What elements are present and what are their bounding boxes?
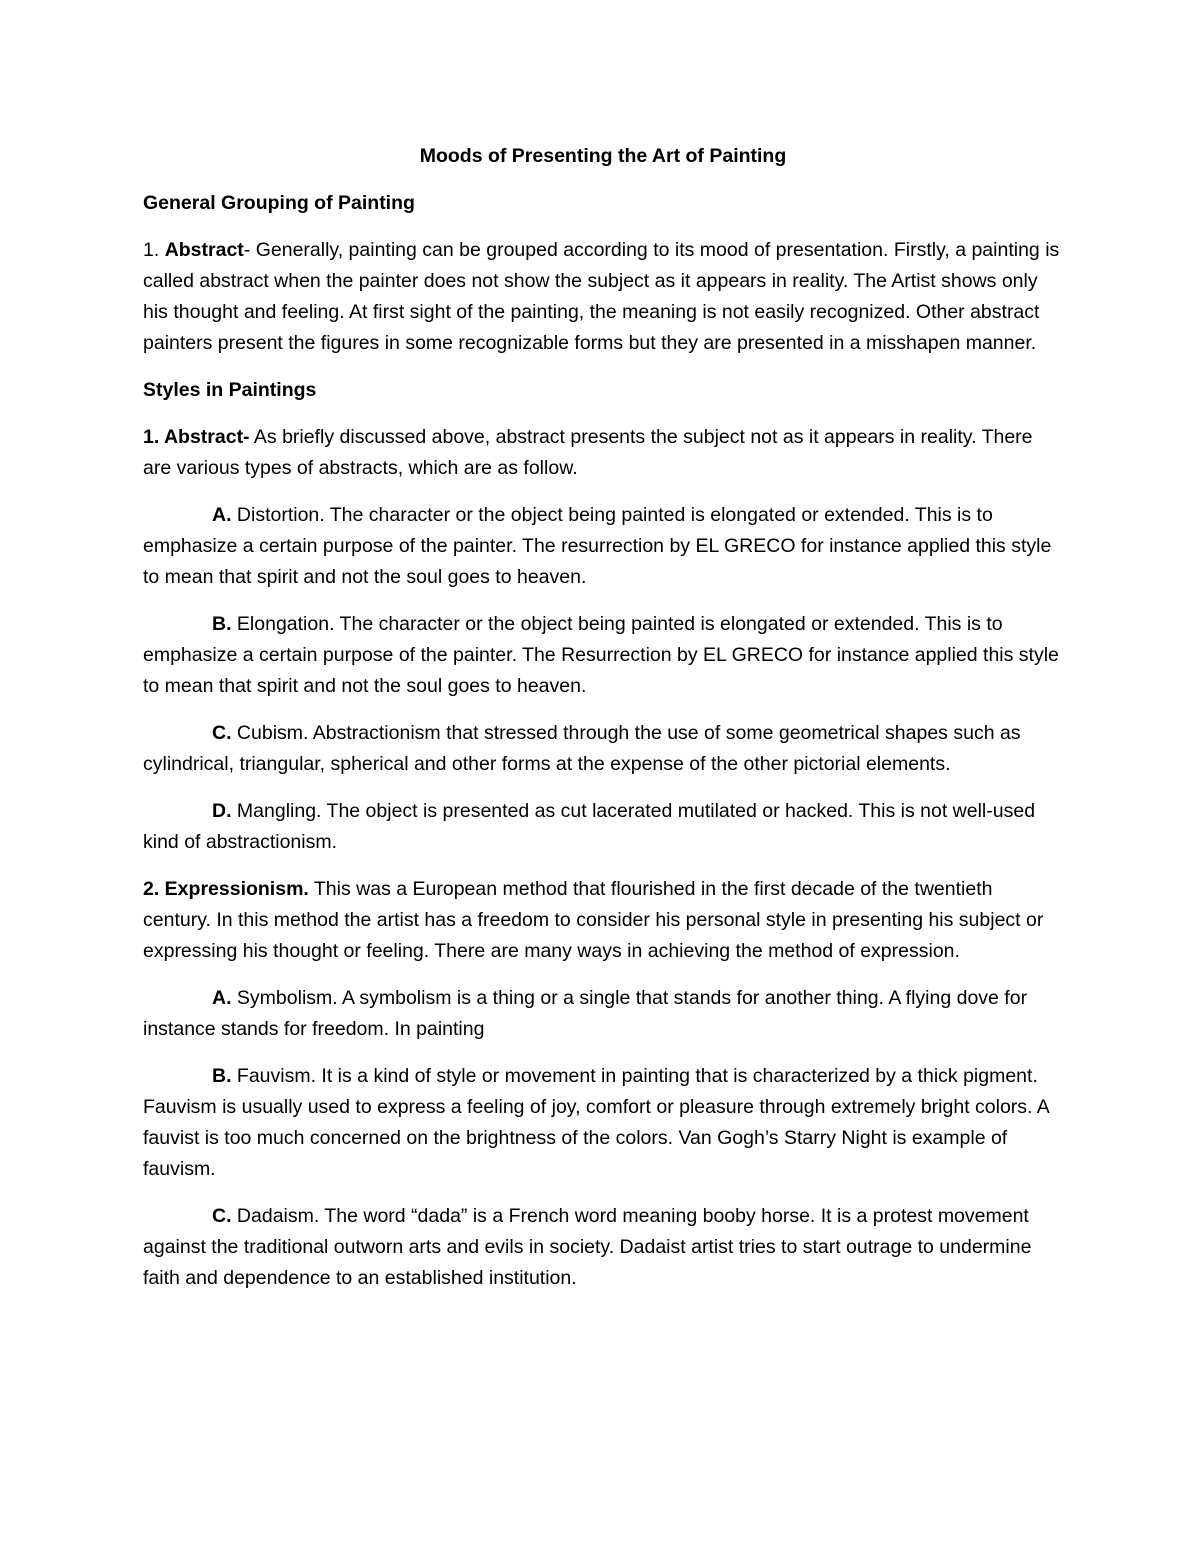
paragraph-symbolism bbox=[143, 983, 1063, 1045]
document-title: Moods of Presenting the Art of Painting bbox=[419, 145, 787, 167]
document-body bbox=[143, 141, 1063, 1310]
paragraph-dadaism bbox=[143, 1201, 1063, 1294]
list-number: 1. bbox=[143, 239, 165, 261]
paragraph-abstract-style bbox=[143, 422, 1063, 484]
paragraph-text: Distortion. The character or the object being painted is elongated or extended. This is to emphasize a certain purpose of the painter. The resurrection by EL GRECO for instance applied this style to mean that spirit and not the soul goes to heaven. bbox=[143, 504, 1052, 588]
item-letter: B. bbox=[212, 613, 232, 635]
term-abstract-style: 1. Abstract- bbox=[143, 426, 250, 448]
paragraph-abstract-grouping bbox=[143, 235, 1063, 359]
paragraph-text: As briefly discussed above, abstract presents the subject not as it appears in reality. There are various types of abstracts, which are as follow. bbox=[143, 426, 1033, 479]
term-abstract: Abstract bbox=[164, 239, 244, 261]
section-heading-styles: Styles in Paintings bbox=[143, 379, 317, 401]
paragraph-mangling bbox=[143, 796, 1063, 858]
paragraph-text: Cubism. Abstractionism that stressed through the use of some geometrical shapes such as cylindrical, triangular, spherical and other forms at the expense of the other pictorial elements. bbox=[143, 722, 1021, 775]
paragraph-cubism bbox=[143, 718, 1063, 780]
paragraph-text: Symbolism. A symbolism is a thing or a single that stands for another thing. A flying dove for instance stands for freedom. In painting bbox=[143, 987, 1028, 1040]
paragraph-elongation bbox=[143, 609, 1063, 702]
paragraph-text: - Generally, painting can be grouped according to its mood of presentation. Firstly, a painting is called abstract when the painter does not show the subject as it appears in reality. The Artist shows only his thought and feeling. At first sight of the painting, the meaning is not easily recognized. Other abstract painters present the figures in some recognizable forms but they are presented in a misshapen manner. bbox=[143, 239, 1060, 354]
paragraph-text: This was a European method that flourished in the first decade of the twentieth century. In this method the artist has a freedom to consider his personal style in presenting his subject or expressing his thought or feeling. There are many ways in achieving the method of expression. bbox=[143, 878, 1044, 962]
item-letter: C. bbox=[212, 1205, 232, 1227]
paragraph-text: Dadaism. The word “dada” is a French word meaning booby horse. It is a protest movement against the traditional outworn arts and evils in society. Dadaist artist tries to start outrage to undermine faith and dependence to an established institution. bbox=[143, 1205, 1032, 1289]
term-expressionism: 2. Expressionism. bbox=[143, 878, 309, 900]
paragraph-expressionism bbox=[143, 874, 1063, 967]
section-heading-general-grouping: General Grouping of Painting bbox=[143, 192, 415, 214]
paragraph-text: Fauvism. It is a kind of style or movement in painting that is characterized by a thick pigment. Fauvism is usually used to express a feeling of joy, comfort or pleasure through extremely bright colors. A fauvist is too much concerned on the brightness of the colors. Van Gogh’s Starry Night is example of fauvism. bbox=[143, 1065, 1049, 1180]
item-letter: A. bbox=[212, 987, 232, 1009]
item-letter: D. bbox=[212, 800, 232, 822]
paragraph-text: Elongation. The character or the object being painted is elongated or extended. This is to emphasize a certain purpose of the painter. The Resurrection by EL GRECO for instance applied this style to mean that spirit and not the soul goes to heaven. bbox=[143, 613, 1059, 697]
item-letter: A. bbox=[212, 504, 232, 526]
paragraph-distortion bbox=[143, 500, 1063, 593]
paragraph-text: Mangling. The object is presented as cut lacerated mutilated or hacked. This is not well-used kind of abstractionism. bbox=[143, 800, 1036, 853]
item-letter: B. bbox=[212, 1065, 232, 1087]
item-letter: C. bbox=[212, 722, 232, 744]
paragraph-fauvism bbox=[143, 1061, 1063, 1185]
